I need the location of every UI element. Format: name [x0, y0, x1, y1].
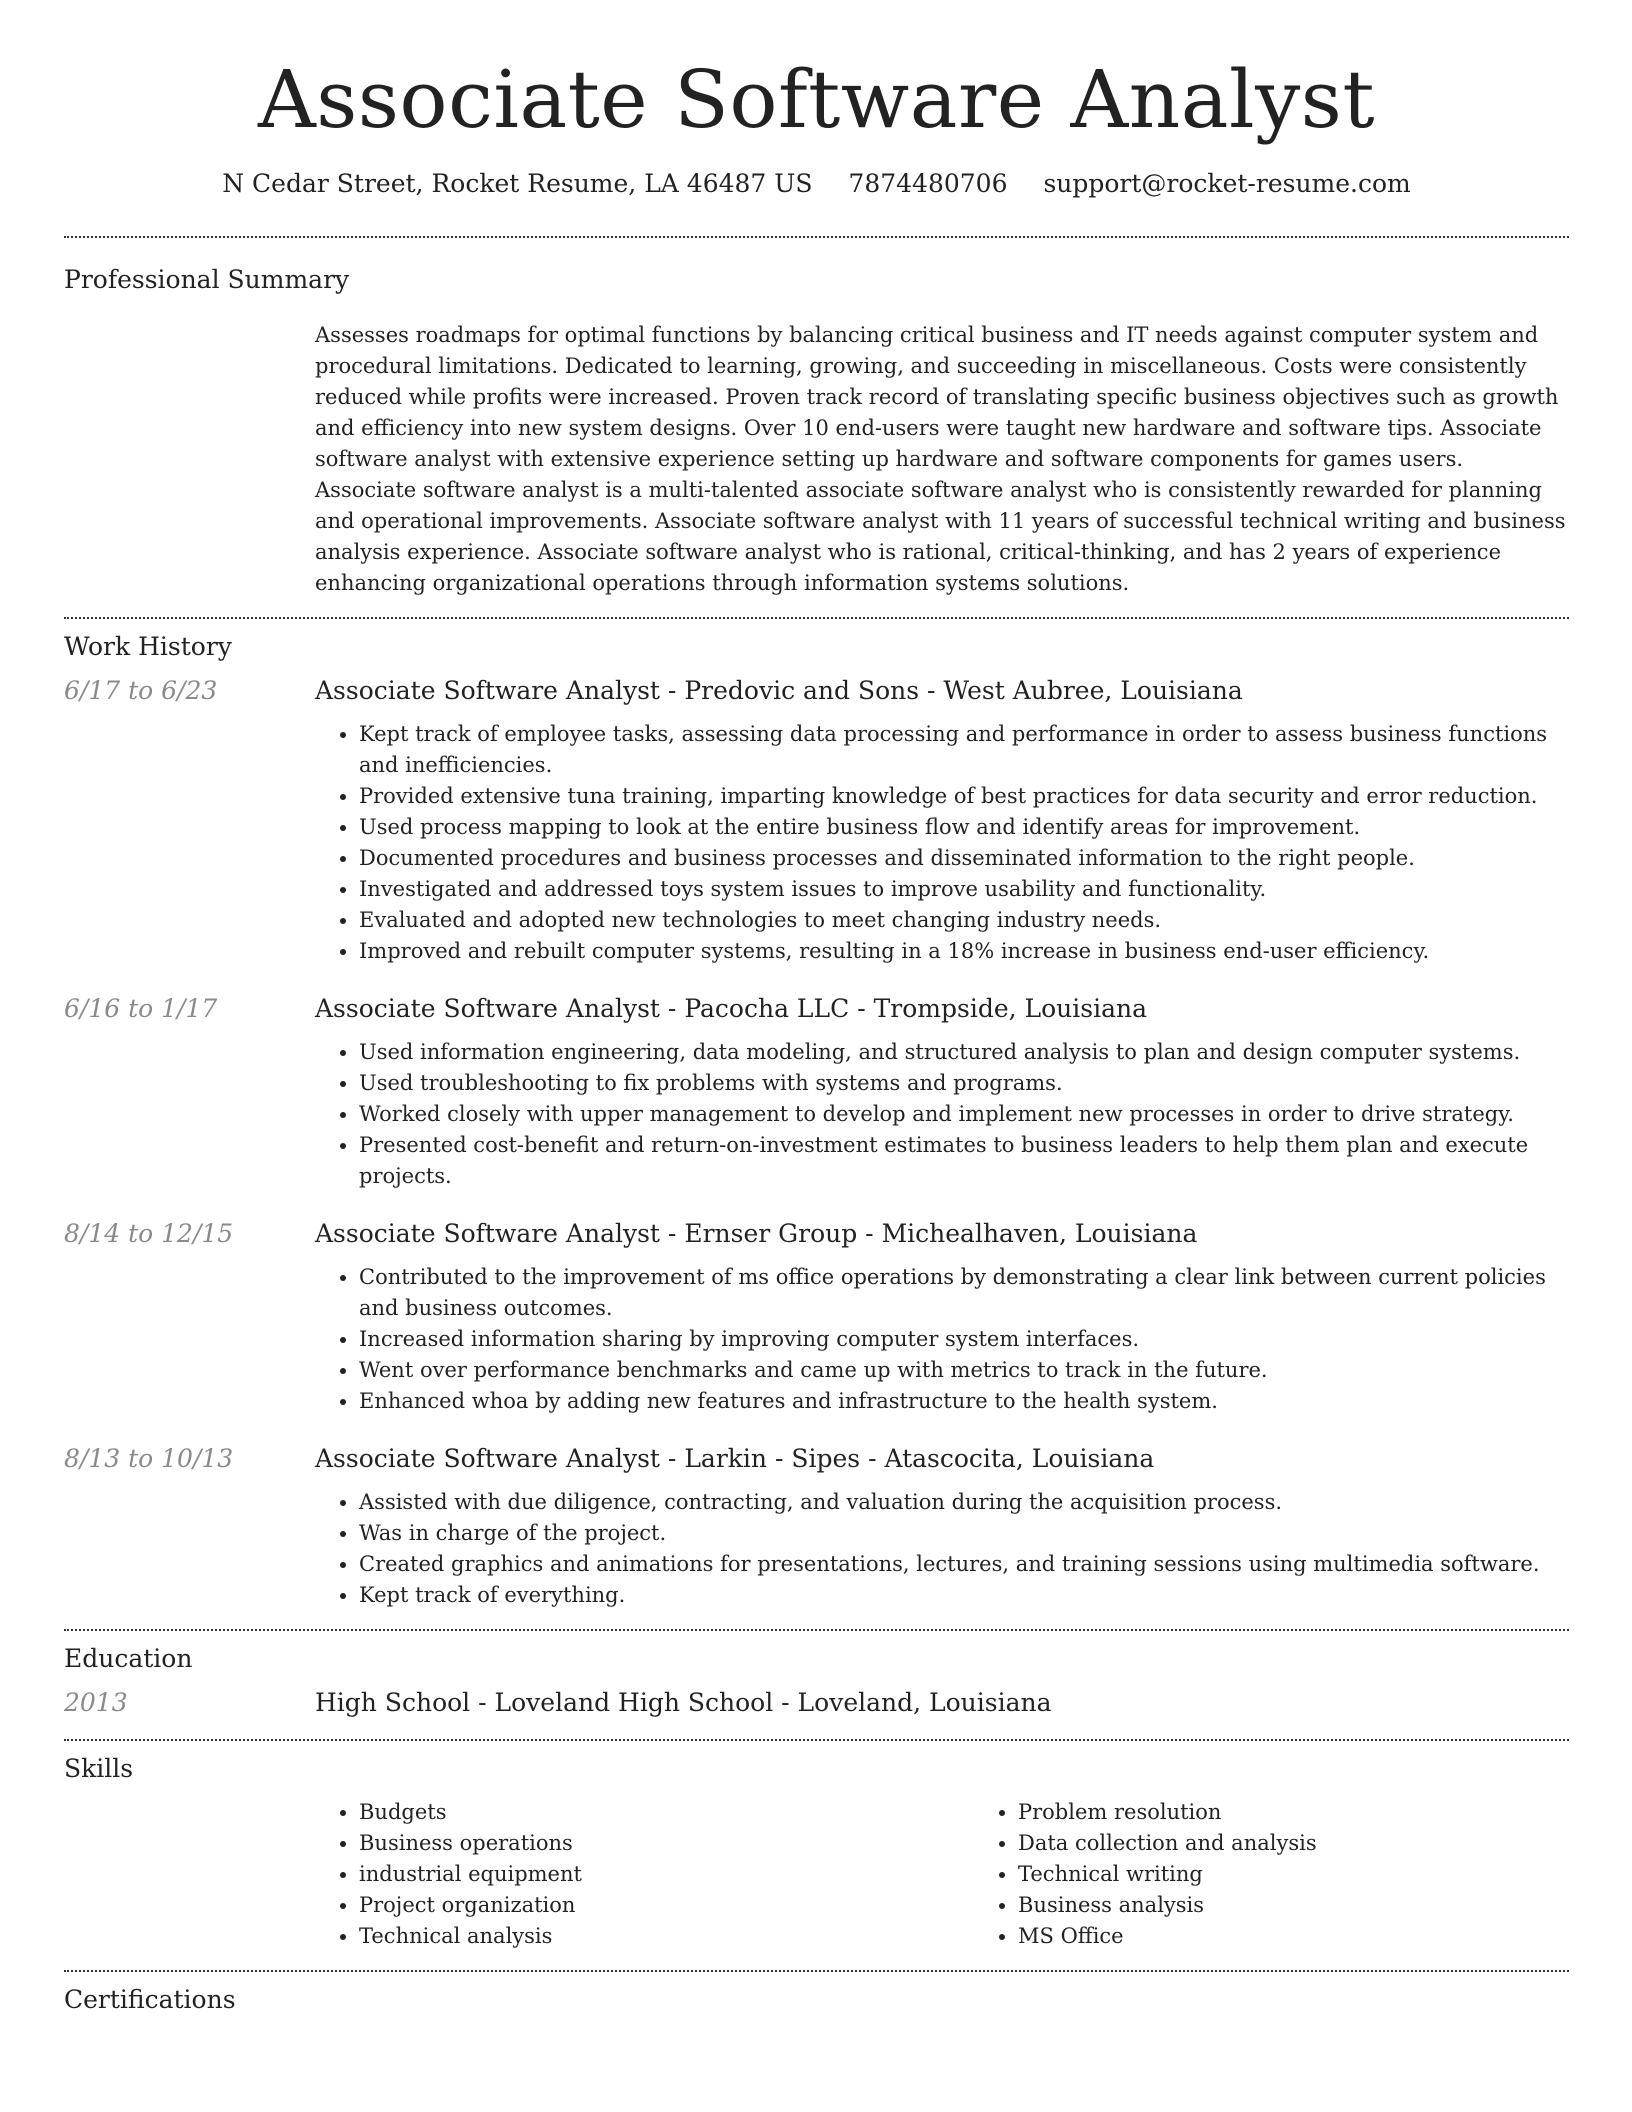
job-bullet: • Was in charge of the project. — [359, 1518, 1569, 1549]
job-dates: 6/16 to 1/17 — [64, 994, 218, 1023]
job-heading: Associate Software Analyst - Larkin - Sipes - Atascocita, Louisiana — [315, 1444, 1155, 1473]
education-section — [64, 1631, 1569, 1739]
skill-item: • industrial equipment — [359, 1859, 974, 1890]
summary-section — [64, 238, 1569, 617]
job-bullet: • Assisted with due diligence, contracting, and valuation during the acquisition process. — [359, 1487, 1569, 1518]
job-bullets — [315, 1262, 1569, 1417]
job-bullet: • Went over performance benchmarks and came up with metrics to track in the future. — [359, 1355, 1569, 1386]
contact-address: N Cedar Street, Rocket Resume, LA 46487 US — [222, 169, 813, 198]
summary-text: Assesses roadmaps for optimal functions by balancing critical business and IT needs against computer system and procedural limitations. Dedicated to learning, growing, and succeeding in miscellaneous. Costs were consistently reduced while profits were increased. Proven track record of translating specific business objectives such as growth and efficiency into new system designs. Over 10 end-users were taught new hardware and software tips. Associate software analyst with extensive experience setting up hardware and software components for games users. Associate software analyst is a multi-talented associate software analyst who is consistently rewarded for planning and operational improvements. Associate software analyst with 11 years of successful technical writing and business analysis experience. Associate software analyst who is rational, critical-thinking, and has 2 years of experience enhancing organizational operations through information systems solutions. — [315, 323, 1566, 595]
work-history-section — [64, 619, 1569, 1611]
resume-name: Associate Software Analyst — [258, 53, 1375, 146]
job-bullets — [315, 719, 1569, 967]
job-bullet: • Documented procedures and business processes and disseminated information to the right people. — [359, 843, 1569, 874]
certifications-section — [64, 1972, 1569, 2028]
job-bullet: • Increased information sharing by improving computer system interfaces. — [359, 1324, 1569, 1355]
skills-title: Skills — [64, 1754, 134, 1783]
education-title: Education — [64, 1644, 193, 1673]
skill-item: • Budgets — [359, 1797, 974, 1828]
job-bullet: • Provided extensive tuna training, imparting knowledge of best practices for data security and error reduction. — [359, 781, 1569, 812]
skills-grid — [315, 1797, 1632, 1970]
education-heading: High School - Loveland High School - Loveland, Louisiana — [315, 1688, 1052, 1717]
job-dates: 8/13 to 10/13 — [64, 1444, 234, 1473]
job-body — [315, 993, 1569, 1192]
job-bullet: • Used process mapping to look at the entire business flow and identify areas for improvement. — [359, 812, 1569, 843]
skills-section — [64, 1741, 1569, 1970]
job-body — [315, 675, 1569, 967]
contact-email: support@rocket-resume.com — [1043, 169, 1411, 198]
skill-item: • MS Office — [1018, 1921, 1632, 1952]
skill-item: • Problem resolution — [1018, 1797, 1632, 1828]
skill-item: • Business operations — [359, 1828, 974, 1859]
skill-item: • Technical writing — [1018, 1859, 1632, 1890]
education-body — [315, 1687, 1569, 1719]
skill-item: • Data collection and analysis — [1018, 1828, 1632, 1859]
job-bullet: • Used information engineering, data modeling, and structured analysis to plan and design computer systems. — [359, 1037, 1569, 1068]
education-year: 2013 — [64, 1688, 128, 1717]
job-bullet: • Worked closely with upper management to develop and implement new processes in order to drive strategy. — [359, 1099, 1569, 1130]
summary-row — [64, 320, 1569, 617]
skill-item: • Project organization — [359, 1890, 974, 1921]
job-bullet: • Kept track of everything. — [359, 1580, 1569, 1611]
job-bullets — [315, 1037, 1569, 1192]
skills-list-right — [974, 1797, 1632, 1952]
job-dates: 8/14 to 12/15 — [64, 1219, 234, 1248]
job-heading: Associate Software Analyst - Ernser Group - Michealhaven, Louisiana — [315, 1219, 1198, 1248]
job-entry — [64, 993, 1569, 1192]
job-heading: Associate Software Analyst - Pacocha LLC - Trompside, Louisiana — [315, 994, 1147, 1023]
skill-item: • Business analysis — [1018, 1890, 1632, 1921]
job-entry — [64, 1443, 1569, 1611]
job-bullet: • Contributed to the improvement of ms office operations by demonstrating a clear link between current policies and business outcomes. — [359, 1262, 1569, 1324]
job-bullet: • Presented cost-benefit and return-on-investment estimates to business leaders to help them plan and execute projects. — [359, 1130, 1569, 1192]
summary-body — [315, 320, 1569, 617]
job-heading: Associate Software Analyst - Predovic and Sons - West Aubree, Louisiana — [315, 676, 1243, 705]
skills-row — [64, 1797, 1569, 1970]
skills-list-left — [315, 1797, 974, 1952]
job-bullets — [315, 1487, 1569, 1611]
contact-phone: 7874480706 — [848, 169, 1008, 198]
job-bullet: • Created graphics and animations for presentations, lectures, and training sessions using multimedia software. — [359, 1549, 1569, 1580]
certifications-title: Certifications — [64, 1985, 236, 2014]
job-bullet: • Kept track of employee tasks, assessing data processing and performance in order to assess business functions and inefficiencies. — [359, 719, 1569, 781]
job-entry — [64, 675, 1569, 967]
job-bullet: • Improved and rebuilt computer systems, resulting in a 18% increase in business end-user efficiency. — [359, 936, 1569, 967]
skill-item: • Technical analysis — [359, 1921, 974, 1952]
job-bullet: • Investigated and addressed toys system issues to improve usability and functionality. — [359, 874, 1569, 905]
job-bullet: • Enhanced whoa by adding new features and infrastructure to the health system. — [359, 1386, 1569, 1417]
job-dates: 6/17 to 6/23 — [64, 676, 218, 705]
job-bullet: • Used troubleshooting to fix problems with systems and programs. — [359, 1068, 1569, 1099]
job-body — [315, 1443, 1569, 1611]
work-history-title: Work History — [64, 632, 232, 661]
summary-title: Professional Summary — [64, 265, 350, 294]
resume-page — [64, 0, 1569, 2028]
job-body — [315, 1218, 1569, 1417]
education-entry — [64, 1687, 1569, 1739]
contact-line — [64, 168, 1569, 200]
job-entry — [64, 1218, 1569, 1417]
job-bullet: • Evaluated and adopted new technologies to meet changing industry needs. — [359, 905, 1569, 936]
